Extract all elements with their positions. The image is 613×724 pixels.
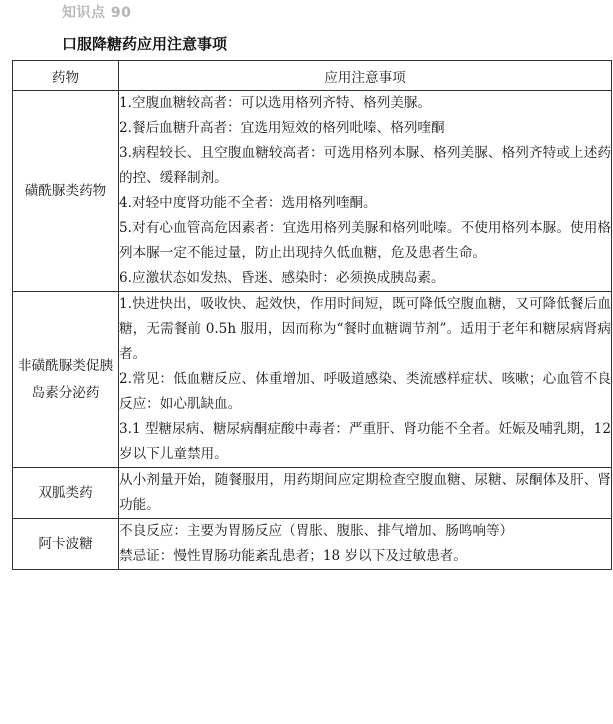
note-item: 1.空腹血糖较高者：可以选用格列齐特、格列美脲。 <box>119 95 432 111</box>
note-item: 1.快进快出，吸收快、起效快，作用时间短，既可降低空腹血糖，又可降低餐后血糖，无需餐前 0.5h 服用，因而称为“餐时血糖调节剂”。适用于老年和糖尿病肾病者。 <box>119 296 611 362</box>
table-row <box>13 468 612 519</box>
table-row <box>13 292 612 468</box>
note-item: 3.病程较长、且空腹血糖较高者：可选用格列本脲、格列美脲、格列齐特或上述药的控、缓释制剂。 <box>119 145 611 186</box>
notes-cell <box>119 292 612 468</box>
note-item: 禁忌证：慢性胃肠功能紊乱患者；18 岁以下及过敏患者。 <box>119 548 467 564</box>
notes-cell <box>119 468 612 519</box>
notes-cell <box>119 91 612 292</box>
knowledge-point-label: 知识点 90 <box>62 5 132 21</box>
note-item: 5.对有心血管高危因素者：宜选用格列美脲和格列吡嗪。不使用格列本脲。使用格列本脲一定不能过量，防止出现持久低血糖，危及患者生命。 <box>119 220 611 261</box>
page-title: 口服降糖药应用注意事项 <box>62 35 228 53</box>
note-item: 4.对轻中度肾功能不全者：选用格列喹酮。 <box>119 195 377 211</box>
note-item: 从小剂量开始，随餐服用，用药期间应定期检查空腹血糖、尿糖、尿酮体及肝、肾功能。 <box>119 472 611 513</box>
drug-name-cell: 非磺酰脲类促胰岛素分泌药 <box>13 292 119 468</box>
column-header-drug: 药物 <box>13 61 119 91</box>
note-item: 2.餐后血糖升高者：宜选用短效的格列吡嗪、格列喹酮 <box>119 120 445 136</box>
notes-cell <box>119 519 612 570</box>
note-item: 6.应激状态如发热、昏迷、感染时：必须换成胰岛素。 <box>119 270 445 286</box>
drug-name-cell: 阿卡波糖 <box>13 519 119 570</box>
drug-notes-table <box>12 60 612 570</box>
note-item: 2.常见：低血糖反应、体重增加、呼吸道感染、类流感样症状、咳嗽；心血管不良反应：如心肌缺血。 <box>119 371 611 412</box>
table-row <box>13 519 612 570</box>
drug-name-cell: 磺酰脲类药物 <box>13 91 119 292</box>
note-item: 不良反应：主要为胃肠反应（胃胀、腹胀、排气增加、肠鸣响等） <box>119 523 514 539</box>
note-item: 3.1 型糖尿病、糖尿病酮症酸中毒者：严重肝、肾功能不全者。妊娠及哺乳期，12 岁以下儿童禁用。 <box>119 421 611 462</box>
drug-name-cell: 双胍类药 <box>13 468 119 519</box>
table-header-row <box>13 61 612 91</box>
column-header-notes: 应用注意事项 <box>119 61 612 91</box>
table-row <box>13 91 612 292</box>
